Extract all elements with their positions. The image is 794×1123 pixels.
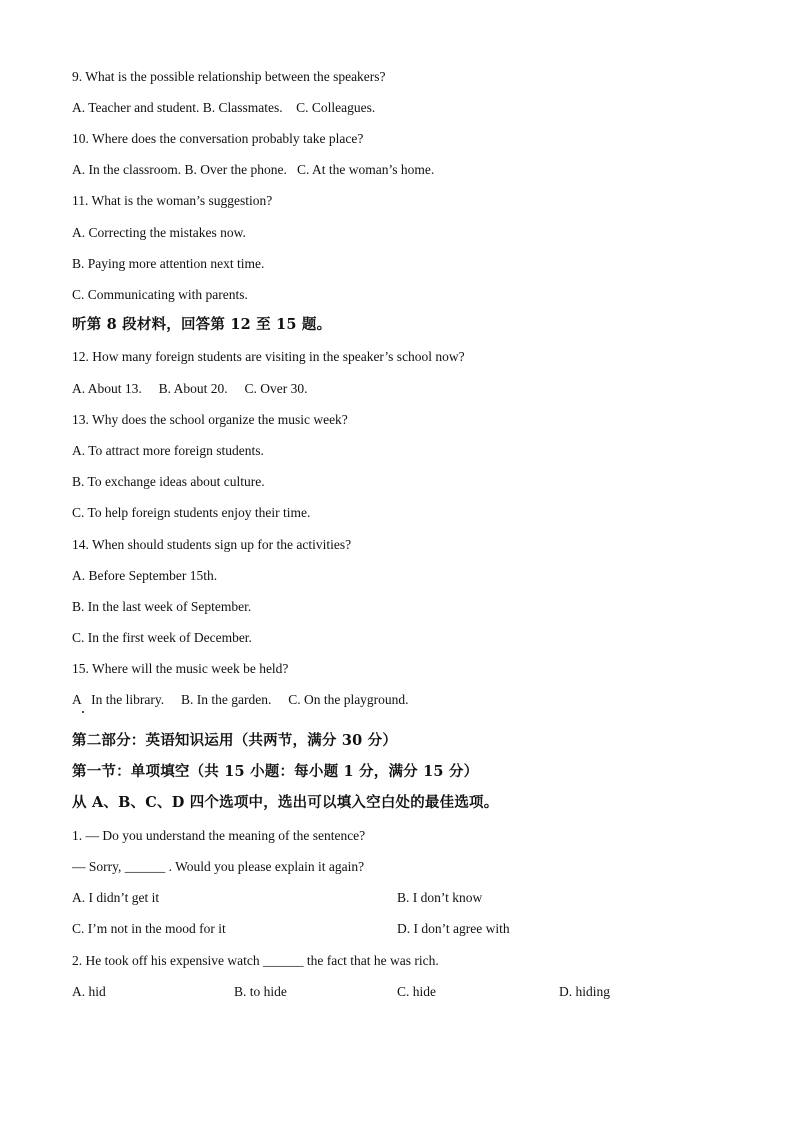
- q11-question: 11. What is the woman’s suggestion?: [72, 193, 273, 208]
- q1-option-b: B. I don’t know: [397, 890, 483, 905]
- q15-options: A In the library. B. In the garden. C. On the playground.: [72, 692, 409, 707]
- q11-option-a: A. Correcting the mistakes now.: [72, 225, 246, 240]
- q11-option-c: C. Communicating with parents.: [72, 287, 248, 302]
- part-two-heading: 第二部分：英语知识运用（共两节，满分 30 分）: [72, 732, 398, 749]
- q14-option-b: B. In the last week of September.: [72, 599, 252, 614]
- q10-question: 10. Where does the conversation probably take place?: [72, 131, 364, 146]
- q1-option-d: D. I don’t agree with: [397, 921, 510, 936]
- q13-option-b: B. To exchange ideas about culture.: [72, 474, 265, 489]
- q2-option-d: D. hiding: [559, 984, 611, 999]
- instruction-text: 从 A、B、C、D 四个选项中，选出可以填入空白处的最佳选项。: [72, 794, 499, 811]
- q10-options: A. In the classroom. B. Over the phone. C. At the woman’s home.: [72, 162, 435, 177]
- q1-line1: 1. — Do you understand the meaning of the sentence?: [72, 828, 366, 843]
- q13-option-a: A. To attract more foreign students.: [72, 443, 264, 458]
- q2-question: 2. He took off his expensive watch ______ the fact that he was rich.: [72, 953, 439, 968]
- q11-option-b: B. Paying more attention next time.: [72, 256, 265, 271]
- section-one-heading: 第一节：单项填空（共 15 小题：每小题 1 分，满分 15 分）: [72, 763, 479, 780]
- q13-question: 13. Why does the school organize the music week?: [72, 412, 348, 427]
- q14-question: 14. When should students sign up for the activities?: [72, 537, 352, 552]
- q1-option-a: A. I didn’t get it: [72, 890, 160, 905]
- q2-option-a: A. hid: [72, 984, 106, 999]
- q15-question: 15. Where will the music week be held?: [72, 661, 289, 676]
- q12-question: 12. How many foreign students are visiting in the speaker’s school now?: [72, 349, 465, 364]
- q9-options: A. Teacher and student. B. Classmates. C. Colleagues.: [72, 100, 376, 115]
- q9-question: 9. What is the possible relationship between the speakers?: [72, 69, 386, 84]
- q14-option-a: A. Before September 15th.: [72, 568, 218, 583]
- q14-option-c: C. In the first week of December.: [72, 630, 252, 645]
- q2-option-b: B. to hide: [234, 984, 287, 999]
- section8-heading: 听第 8 段材料，回答第 12 至 15 题。: [72, 316, 332, 333]
- q13-option-c: C. To help foreign students enjoy their time.: [72, 505, 311, 520]
- q1-line2: — Sorry, ______ . Would you please explain it again?: [72, 859, 365, 874]
- q12-options: A. About 13. B. About 20. C. Over 30.: [72, 381, 308, 396]
- q1-option-c: C. I’m not in the mood for it: [72, 921, 226, 936]
- q2-option-c: C. hide: [397, 984, 436, 999]
- stray-dot-mark: [82, 711, 84, 713]
